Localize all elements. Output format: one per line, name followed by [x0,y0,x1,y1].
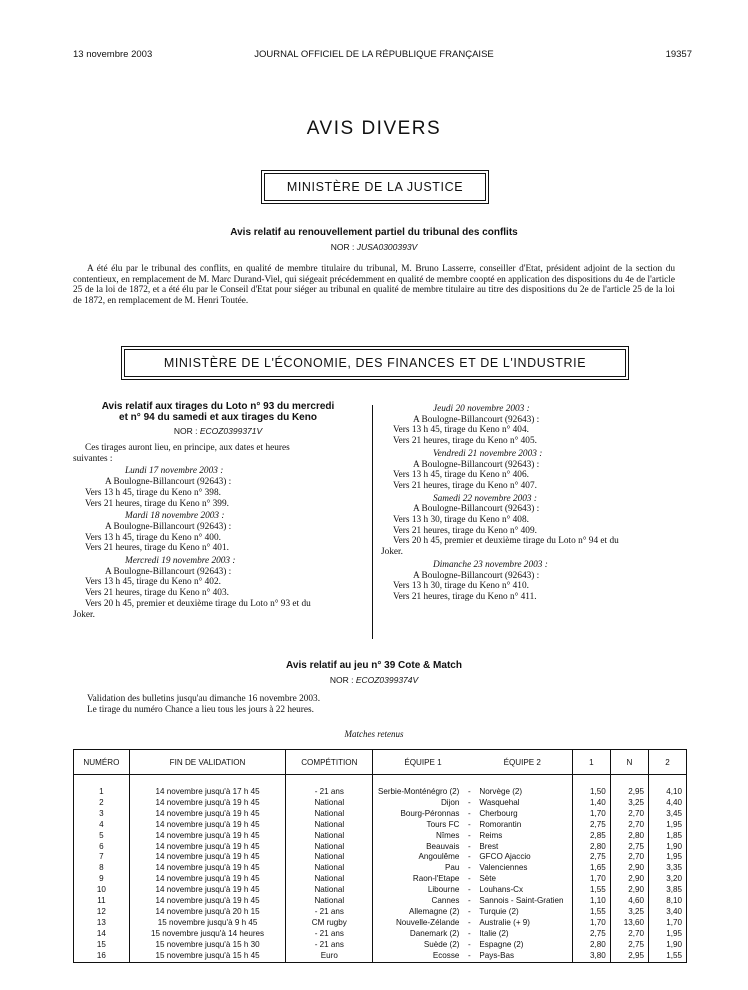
cell-fin-validation: 14 novembre jusqu'à 17 h 45 [129,775,285,798]
draw-line: Vers 21 heures, tirage du Keno n° 407. [393,480,537,491]
cell-cote-1: 2,75 [572,852,610,863]
cell-equipe2: Wasquehal [479,797,520,807]
cell-cote-n: 2,95 [610,775,648,798]
table-row [74,874,687,885]
header-date: 13 novembre 2003 [73,49,153,60]
place-line: A Boulogne-Billancourt (92643) : [413,504,540,515]
day-heading: Samedi 22 novembre 2003 : [433,493,537,504]
cell-cote-1: 1,55 [572,907,610,918]
cell-numero: 4 [74,820,130,831]
table-row [74,809,687,820]
cell-cote-n: 2,75 [610,940,648,951]
cell-competition: National [286,842,373,853]
cote-notice-title: Avis relatif au jeu n° 39 Cote & Match [286,660,462,671]
cell-cote-1: 1,70 [572,874,610,885]
cell-equipe2: Valenciennes [479,863,528,873]
team-separator: - [468,896,471,906]
cell-fin-validation: 14 novembre jusqu'à 19 h 45 [129,852,285,863]
cell-cote-2: 1,95 [649,820,687,831]
cell-numero: 2 [74,798,130,809]
col-header-competition: COMPÉTITION [286,750,373,775]
day-heading: Vendredi 21 novembre 2003 : [433,448,543,459]
cell-cote-1: 2,85 [572,831,610,842]
justice-body [73,264,675,306]
nor-label: NOR : [173,426,198,436]
table-row [74,907,687,918]
team-separator: - [468,928,471,938]
cell-equipe2: Cherbourg [479,808,518,818]
justice-notice-title: Avis relatif au renouvellement partiel du tribunal des conflits [230,227,518,238]
cell-cote-2: 3,85 [649,885,687,896]
cell-fin-validation: 14 novembre jusqu'à 19 h 45 [129,831,285,842]
cell-teams [373,940,572,951]
table-row [74,885,687,896]
cell-equipe1: Ecosse [432,950,460,960]
cell-fin-validation: 14 novembre jusqu'à 19 h 45 [129,820,285,831]
draw-line: Vers 21 heures, tirage du Keno n° 409. [393,525,537,536]
draw-line: Vers 13 h 45, tirage du Keno n° 404. [393,425,529,436]
cell-cote-n: 13,60 [610,918,648,929]
cell-cote-2: 3,40 [649,907,687,918]
nor-code: ECOZ0399371V [199,426,263,436]
cell-numero: 6 [74,842,130,853]
cell-competition: - 21 ans [286,775,373,798]
cell-competition: National [286,798,373,809]
cell-cote-n: 2,70 [610,852,648,863]
ministry-economie-box: MINISTÈRE DE L'ÉCONOMIE, DES FINANCES ET DE L'INDUSTRIE [124,349,626,377]
cell-competition: - 21 ans [286,929,373,940]
cell-competition: National [286,885,373,896]
cell-cote-2: 1,90 [649,940,687,951]
col-header-fin: FIN DE VALIDATION [129,750,285,775]
cell-equipe2: Louhans-Cx [479,885,524,895]
cell-competition: National [286,820,373,831]
cell-fin-validation: 14 novembre jusqu'à 19 h 45 [129,874,285,885]
cell-competition: CM rugby [286,918,373,929]
day-heading: Jeudi 20 novembre 2003 : [433,404,530,414]
col-header-1: 1 [572,750,610,775]
justice-paragraph: A été élu par le tribunal des conflits, en qualité de membre titulaire du tribunal, M. Bruno Lasserre, conseiller d'Etat, président adjoint de la section du contentieux, en remplacement de M. Marc Durand-Viel, qui siégeait précédemment en qualité de membre coopté en application des dispositions du 4e de l'article 25 de la loi de 1872, et a été élu par le Conseil d'Etat pour siéger au tribunal en qualité de membre titulaire au titre des dispositions du 2e de l'article 25 de la loi de 1872, en remplacement de M. Henri Toutée. [73,264,675,306]
cell-teams [373,831,572,842]
team-separator: - [468,797,471,807]
table-row [74,940,687,951]
cell-equipe1: Raon-l'Etape [412,874,460,884]
cell-cote-1: 1,50 [572,775,610,798]
team-separator: - [468,852,471,862]
cell-teams [373,929,572,940]
cell-teams [373,820,572,831]
cell-numero: 11 [74,896,130,907]
draw-line: Vers 21 heures, tirage du Keno n° 403. [85,588,229,599]
cell-cote-2: 4,40 [649,798,687,809]
cote-line: Validation des bulletins jusqu'au dimanche 16 novembre 2003. [87,694,321,704]
cell-cote-n: 2,75 [610,842,648,853]
justice-nor [0,242,748,252]
header-page-number: 19357 [665,49,692,60]
col-header-2: 2 [649,750,687,775]
cell-fin-validation: 14 novembre jusqu'à 19 h 45 [129,809,285,820]
cell-numero: 12 [74,907,130,918]
nor-code: JUSA0300393V [356,242,418,252]
cell-fin-validation: 14 novembre jusqu'à 19 h 45 [129,885,285,896]
cell-cote-2: 1,55 [649,951,687,962]
draw-line: Vers 13 h 45, tirage du Keno n° 398. [85,487,221,498]
cell-equipe1: Dijon [440,797,460,807]
ministry-justice-box: MINISTÈRE DE LA JUSTICE [264,173,486,201]
draw-line: Joker. [73,609,95,620]
place-line: A Boulogne-Billancourt (92643) : [105,477,232,488]
team-separator: - [468,819,471,829]
team-separator: - [468,950,471,960]
cell-competition: - 21 ans [286,940,373,951]
cell-equipe1: Nîmes [436,830,460,840]
cell-equipe2: Romorantin [479,819,522,829]
cell-competition: National [286,863,373,874]
loto-left-column [73,443,365,620]
cell-competition: National [286,874,373,885]
cell-numero: 13 [74,918,130,929]
table-row [74,863,687,874]
cell-teams [373,775,572,798]
cell-teams [373,852,572,863]
col-header-equipe1: ÉQUIPE 1 [404,757,442,767]
cell-cote-2: 1,95 [649,929,687,940]
table-row [74,775,687,798]
cote-nor [0,675,748,685]
draw-line: Joker. [381,547,403,558]
cell-numero: 3 [74,809,130,820]
cell-teams [373,885,572,896]
place-line: A Boulogne-Billancourt (92643) : [413,414,540,425]
cell-cote-n: 2,70 [610,820,648,831]
cell-equipe2: Brest [479,841,499,851]
cell-cote-1: 1,70 [572,809,610,820]
cell-equipe1: Tours FC [426,819,460,829]
place-line: A Boulogne-Billancourt (92643) : [413,570,540,581]
draw-line: Vers 13 h 45, tirage du Keno n° 400. [85,532,221,543]
draw-line: Vers 21 heures, tirage du Keno n° 401. [85,543,229,554]
cell-equipe2: Norvège (2) [479,787,523,796]
cell-teams [373,896,572,907]
column-divider [372,405,373,639]
cell-cote-n: 2,70 [610,809,648,820]
cote-line: Le tirage du numéro Chance a lieu tous les jours à 22 heures. [87,704,314,715]
cell-fin-validation: 14 novembre jusqu'à 19 h 45 [129,896,285,907]
loto-notice-title [73,401,363,423]
team-separator: - [468,906,471,916]
cell-numero: 9 [74,874,130,885]
cell-numero: 10 [74,885,130,896]
day-heading: Mercredi 19 novembre 2003 : [125,556,236,567]
cell-equipe2: Reims [479,830,503,840]
cell-equipe1: Danemark (2) [409,928,460,938]
table-row [74,831,687,842]
header-journal-title: JOURNAL OFFICIEL DE LA RÉPUBLIQUE FRANÇAISE [254,49,494,60]
cell-equipe1: Allemagne (2) [409,906,460,916]
place-line: A Boulogne-Billancourt (92643) : [413,459,540,470]
cell-equipe2: Turquie (2) [479,906,519,916]
draw-line: Vers 20 h 45, premier et deuxième tirage du Loto n° 94 et du [393,536,619,547]
cote-intro [87,694,677,715]
loto-title-line2: et n° 94 du samedi et aux tirages du Keno [119,412,317,423]
day-heading: Mardi 18 novembre 2003 : [125,511,225,522]
cell-cote-n: 2,90 [610,863,648,874]
cell-numero: 14 [74,929,130,940]
cell-cote-2: 1,85 [649,831,687,842]
team-separator: - [468,874,471,884]
cell-competition: - 21 ans [286,907,373,918]
place-line: A Boulogne-Billancourt (92643) : [105,521,232,532]
cell-cote-2: 3,45 [649,809,687,820]
cell-equipe1: Bourg-Péronnas [400,808,460,818]
cell-cote-1: 2,75 [572,820,610,831]
draw-line: Vers 13 h 45, tirage du Keno n° 402. [85,577,221,588]
cell-cote-n: 3,25 [610,798,648,809]
table-row [74,918,687,929]
draw-line: Vers 20 h 45, premier et deuxième tirage du Loto n° 93 et du [85,598,311,609]
cell-numero: 16 [74,951,130,962]
cell-numero: 5 [74,831,130,842]
cell-cote-1: 2,80 [572,842,610,853]
cell-teams [373,918,572,929]
cell-cote-1: 2,80 [572,940,610,951]
nor-label: NOR : [330,242,355,252]
cell-equipe1: Nouvelle-Zélande [395,917,460,927]
draw-line: Vers 13 h 30, tirage du Keno n° 410. [393,581,529,592]
cell-cote-n: 2,90 [610,874,648,885]
cell-fin-validation: 14 novembre jusqu'à 19 h 45 [129,798,285,809]
team-separator: - [468,808,471,818]
draw-line: Vers 21 heures, tirage du Keno n° 405. [393,436,537,447]
col-header-equipe2: ÉQUIPE 2 [503,757,541,767]
team-separator: - [468,863,471,873]
cell-competition: Euro [286,951,373,962]
cell-fin-validation: 15 novembre jusqu'à 15 h 30 [129,940,285,951]
cell-cote-n: 3,25 [610,907,648,918]
cell-equipe1: Pau [444,863,460,873]
cell-equipe1: Cannes [431,896,460,906]
cell-cote-n: 2,70 [610,929,648,940]
cell-teams [373,842,572,853]
cell-cote-2: 1,70 [649,918,687,929]
intro-line: Ces tirages auront lieu, en principe, aux dates et heures [85,443,290,453]
cell-cote-1: 1,65 [572,863,610,874]
draw-line: Vers 13 h 45, tirage du Keno n° 406. [393,470,529,481]
cell-cote-2: 3,35 [649,863,687,874]
cell-competition: National [286,896,373,907]
cell-fin-validation: 15 novembre jusqu'à 14 heures [129,929,285,940]
cell-equipe1: Serbie-Monténégro (2) [377,787,460,796]
table-body [74,775,687,963]
col-header-n: N [610,750,648,775]
cell-fin-validation: 15 novembre jusqu'à 15 h 45 [129,951,285,962]
cell-fin-validation: 14 novembre jusqu'à 20 h 15 [129,907,285,918]
table-row [74,852,687,863]
cell-equipe2: Australie (+ 9) [479,917,530,927]
cell-cote-2: 8,10 [649,896,687,907]
table-row [74,842,687,853]
team-separator: - [468,841,471,851]
day-heading: Lundi 17 novembre 2003 : [125,466,224,477]
cell-cote-n: 4,60 [610,896,648,907]
cell-cote-n: 2,80 [610,831,648,842]
matches-table [73,749,687,963]
cell-cote-1: 1,55 [572,885,610,896]
draw-line: Vers 21 heures, tirage du Keno n° 411. [393,591,537,602]
cell-equipe2: Pays-Bas [479,950,515,960]
cell-equipe2: Sète [479,874,497,884]
cell-equipe2: Espagne (2) [479,939,524,949]
section-title: AVIS DIVERS [306,118,442,139]
cell-equipe1: Beauvais [426,841,460,851]
cell-cote-n: 2,90 [610,885,648,896]
table-row [74,820,687,831]
nor-label: NOR : [329,675,354,685]
col-header-teams [373,750,572,775]
cell-fin-validation: 15 novembre jusqu'à 9 h 45 [129,918,285,929]
cell-teams [373,863,572,874]
cell-competition: National [286,809,373,820]
cell-fin-validation: 14 novembre jusqu'à 19 h 45 [129,863,285,874]
cell-competition: National [286,831,373,842]
cell-cote-1: 1,70 [572,918,610,929]
cell-cote-2: 1,90 [649,842,687,853]
day-heading: Dimanche 23 novembre 2003 : [433,559,548,570]
cell-teams [373,809,572,820]
loto-nor [73,426,363,436]
cell-equipe2: Italie (2) [479,928,509,938]
table-row [74,798,687,809]
cell-teams [373,798,572,809]
loto-right-column [381,404,683,603]
cell-cote-2: 1,95 [649,852,687,863]
place-line: A Boulogne-Billancourt (92643) : [105,566,232,577]
draw-line: Vers 21 heures, tirage du Keno n° 399. [85,498,229,509]
cell-teams [373,874,572,885]
nor-code: ECOZ0399374V [355,675,419,685]
cell-equipe1: Suède (2) [423,939,460,949]
cell-numero: 8 [74,863,130,874]
cell-equipe1: Libourne [427,885,460,895]
table-row [74,929,687,940]
cell-cote-1: 3,80 [572,951,610,962]
cell-equipe2: GFCO Ajaccio [479,852,531,862]
cell-cote-1: 1,40 [572,798,610,809]
table-caption: Matches retenus [344,729,404,739]
cell-equipe2: Sannois - Saint-Gratien [479,896,564,906]
intro-line: suivantes : [73,453,113,464]
cell-numero: 15 [74,940,130,951]
draw-line: Vers 13 h 30, tirage du Keno n° 408. [393,515,529,526]
team-separator: - [468,917,471,927]
col-header-numero: NUMÉRO [74,750,130,775]
team-separator: - [468,885,471,895]
loto-title-line1: Avis relatif aux tirages du Loto n° 93 du mercredi [101,401,335,412]
cell-cote-1: 1,10 [572,896,610,907]
cell-numero: 1 [74,775,130,798]
table-row [74,951,687,962]
team-separator: - [468,830,471,840]
cell-teams [373,951,572,962]
cell-cote-2: 3,20 [649,874,687,885]
cell-teams [373,907,572,918]
cell-cote-n: 2,95 [610,951,648,962]
table-header-row [74,750,687,775]
team-separator: - [468,939,471,949]
cell-fin-validation: 14 novembre jusqu'à 19 h 45 [129,842,285,853]
cell-cote-2: 4,10 [649,775,687,798]
cell-equipe1: Angoulême [418,852,460,862]
cell-numero: 7 [74,852,130,863]
table-row [74,896,687,907]
cell-cote-1: 2,75 [572,929,610,940]
team-separator: - [468,787,471,796]
cell-competition: National [286,852,373,863]
